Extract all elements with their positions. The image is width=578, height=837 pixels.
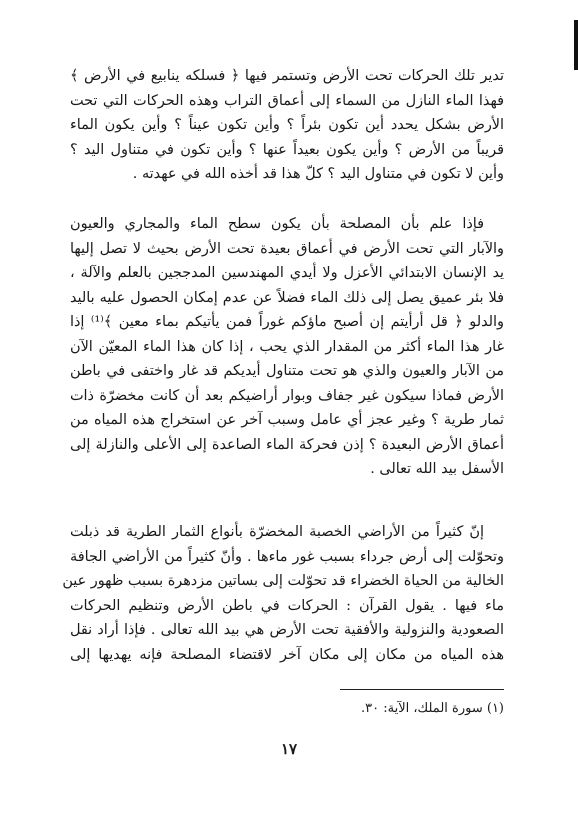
paragraph-line: فلا بئر عميق يصل إلى ذلك الماء فضلاً عن عدم إمكان الحصول عليه باليد xyxy=(70,289,504,306)
paragraph-line: وأين لا تكون في متناول اليد ؟ كلّ هذا قد أخذه الله في عهدته . xyxy=(132,166,504,182)
paragraph-line: هذه المياه من مكان إلى مكان آخر لاقتضاء المصلحة فإنه يهديها إلى xyxy=(70,646,504,663)
paragraph-line: وتحوّلت إلى أرض جرداء بسبب غور ماءها . وأنّ كثيراً من الأراضي الجافة xyxy=(70,548,504,565)
paragraph-line: من الآبار والعيون والذي هو تحت متناول أيديكم قد غار واختفى في باطن xyxy=(70,363,504,379)
page-edge-mark xyxy=(574,20,578,70)
paragraph-line: أعماق الأرض البعيدة ؟ إذن فحركة الماء الصاعدة إلى الأعلى والنازلة إلى xyxy=(70,436,504,453)
paragraph-3 xyxy=(62,520,504,667)
paragraph-line: غار هذا الماء أكثر من المقدار الذي يحب ، إذا كان هذا الماء المعيّن الآن xyxy=(70,338,504,355)
paragraph-line: إنّ كثيراً من الأراضي الخصبة المخضرّة بأنواع الثمار الطرية قد ذبلت xyxy=(70,524,484,540)
paragraph-2 xyxy=(70,212,504,482)
page-number: ١٧ xyxy=(280,740,298,758)
paragraph-line: الأرض فماذا سيكون غير جفاف وبوار أراضيكم بعد أن كانت مخضرّة ذات xyxy=(70,387,504,404)
paragraph-line: الخالية من الحياة الخضراء قد تحوّلت إلى بساتين مزدهرة بسبب ظهور عين xyxy=(62,573,504,589)
paragraph-line: فإذا علم بأن المصلحة بأن يكون سطح الماء والمجاري والعيون xyxy=(70,216,484,232)
paragraph-1 xyxy=(70,64,504,187)
paragraph-line: والدلو ﴿ قل أرأيتم إن أصبح ماؤكم غوراً فمن يأتيكم بماء معين ﴾⁽¹⁾ إذا xyxy=(70,314,505,330)
paragraph-line: ماء فيها . يقول القرآن : الحركات في باطن الأرض وتنظيم الحركات xyxy=(70,597,504,614)
paragraph-line: والآبار التي تحت الأرض في أعماق بعيدة تحت الأرض بحيث لا تصل إليها xyxy=(70,240,504,257)
paragraph-line: تدير تلك الحركات تحت الأرض وتستمر فيها ﴿ فسلكه ينابيع في الأرض ﴾ xyxy=(70,68,504,84)
paragraph-line: الأسفل بيد الله تعالى . xyxy=(370,461,504,477)
paragraph-line: قريباً من الأرض ؟ وأين يكون بعيداً عنها ؟ وأين تكون في متناول اليد ؟ xyxy=(70,141,504,158)
paragraph-line: فهذا الماء النازل من السماء إلى أعماق التراب وهذه الحركات التي تحت xyxy=(70,92,504,109)
footnote: (١) سورة الملك، الآية: ٣٠. xyxy=(360,701,504,716)
paragraph-line: يد الإنسان الابتدائي الأعزل ولا أيدي المهندسين المدججين بالعلم والآلة ، xyxy=(70,265,504,281)
footnote-separator xyxy=(340,689,504,690)
paragraph-line: الأرض بشكل يحدد أين تكون بئراً ؟ وأين تكون عيناً ؟ وأين يكون الماء xyxy=(70,117,504,133)
paragraph-line: الصعودية والنزولية والأفقية تحت الأرض هي بيد الله تعالى . فإذا أراد نقل xyxy=(70,622,504,638)
paragraph-line: ثمار طرية ؟ وغير عجز أي عامل وسبب آخر عن استخراج هذه المياه من xyxy=(70,412,504,428)
